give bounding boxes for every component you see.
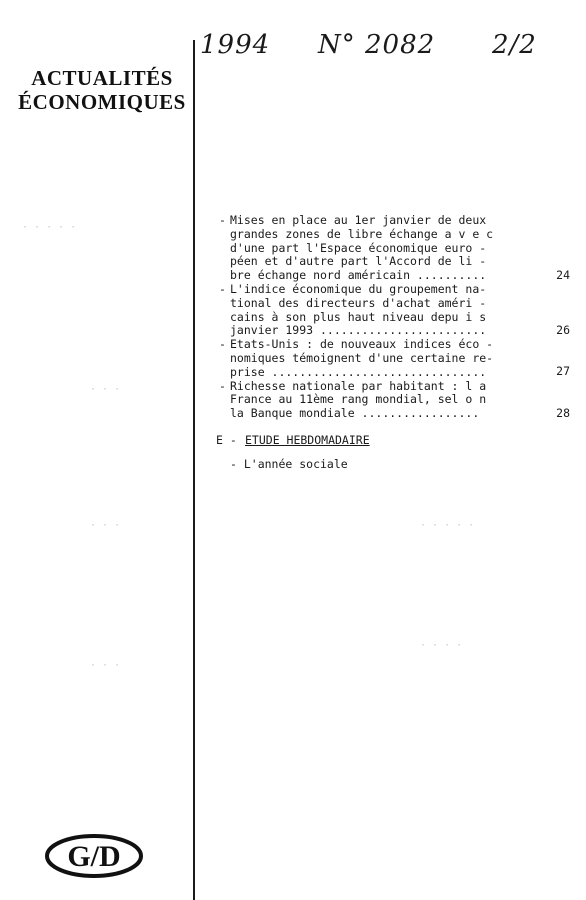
- toc-line: bre échange nord américain ..........: [230, 268, 487, 283]
- toc-line: tional des directeurs d'achat améri -: [230, 295, 487, 310]
- toc-line: péen et d'autre part l'Accord de li -: [230, 254, 487, 269]
- publisher-logo: [44, 833, 144, 879]
- handwritten-year: 1994: [200, 30, 271, 60]
- publication-title: [14, 66, 190, 114]
- title-line-2: ÉCONOMIQUES: [18, 90, 186, 114]
- logo-text: G/D: [67, 840, 121, 873]
- bleed-through-mark: · · · ·: [420, 640, 463, 651]
- bleed-through-mark: · · · · ·: [22, 222, 77, 233]
- toc-line: L'indice économique du groupement na-: [230, 281, 487, 296]
- toc-entry: - Etats-Unis : de nouveaux indices éco - nomiques témoignent d'une certaine re- prise ............................... 27: [210, 338, 580, 379]
- toc-line: d'une part l'Espace économique euro -: [230, 240, 487, 255]
- section-heading: ETUDE HEBDOMADAIRE: [245, 433, 370, 447]
- toc-page-number: 26: [556, 322, 570, 337]
- toc-line: nomiques témoignent d'une certaine re-: [230, 350, 494, 365]
- toc-page-number: 27: [556, 364, 570, 379]
- toc-line: grandes zones de libre échange a v e c: [230, 226, 494, 241]
- toc-line: cains à son plus haut niveau depu i s: [230, 309, 487, 324]
- toc-line: janvier 1993 ........................: [230, 323, 487, 338]
- table-of-contents: [210, 214, 580, 421]
- bleed-through-mark: · · ·: [90, 384, 121, 395]
- toc-line: Richesse nationale par habitant : l a: [230, 378, 487, 393]
- handwritten-sheet: 2/2: [492, 30, 537, 60]
- toc-entry: - Richesse nationale par habitant : l a France au 11ème rang mondial, sel o n la Banque mondiale ................. 28: [210, 380, 580, 421]
- section-letter: E -: [216, 433, 237, 447]
- toc-entry: - Mises en place au 1er janvier de deux grandes zones de libre échange a v e c d'une part l'Espace économique euro - péen et d'autre part l'Accord de li - bre échange nord américain .......... 24: [210, 214, 580, 283]
- section-subitem: - L'année sociale: [230, 457, 348, 471]
- column-divider: [193, 40, 195, 900]
- toc-page-number: 24: [556, 268, 570, 282]
- toc-line: la Banque mondiale .................: [230, 406, 480, 421]
- bleed-through-mark: · · ·: [90, 660, 121, 671]
- toc-line: Etats-Unis : de nouveaux indices éco -: [230, 337, 494, 352]
- bleed-through-mark: · · ·: [90, 520, 121, 531]
- toc-entry: - L'indice économique du groupement na- tional des directeurs d'achat améri - cains à son plus haut niveau depu i s janvier 1993 ........................ 26: [210, 283, 580, 338]
- toc-line: prise ...............................: [230, 364, 487, 379]
- toc-page-number: 28: [556, 405, 570, 420]
- handwritten-issue-number: N° 2082: [318, 30, 436, 60]
- bleed-through-mark: · · · · ·: [420, 520, 475, 531]
- toc-line: France au 11ème rang mondial, sel o n: [230, 392, 487, 407]
- title-line-1: ACTUALITÉS: [31, 66, 173, 90]
- toc-line: Mises en place au 1er janvier de deux: [230, 213, 487, 227]
